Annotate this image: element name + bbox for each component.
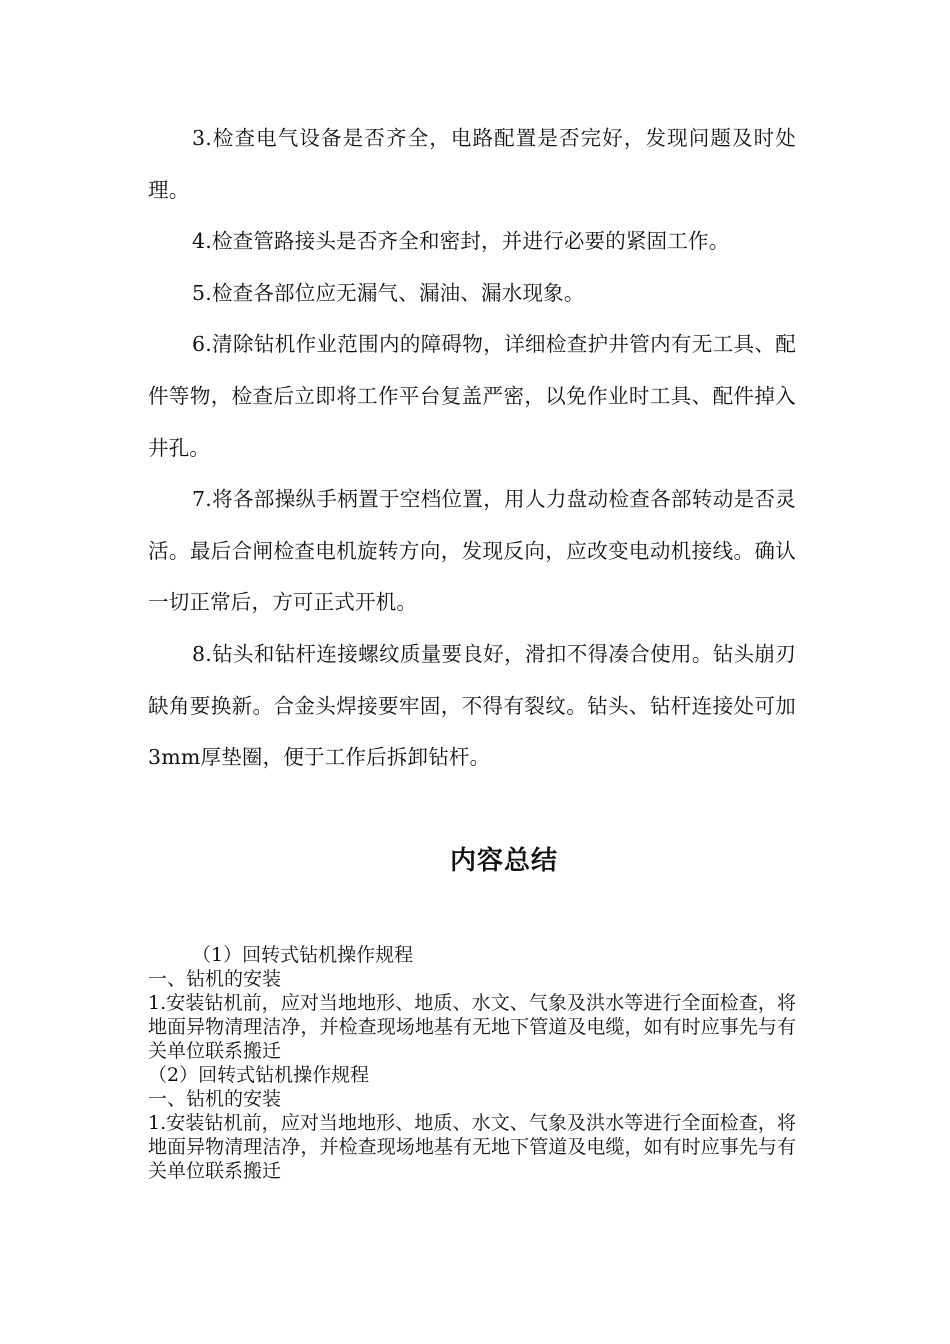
summary-text-1: 1.安装钻机前，应对当地地形、地质、水文、气象及洪水等进行全面检查，将地面异物清理洁净，并检查现场地基有无地下管道及电缆，如有时应事先与有关单位联系搬迁 [148,992,796,1062]
body-text [148,113,796,784]
summary-heading-1: （1）回转式钻机操作规程 [192,944,414,966]
paragraph-item-4: 4.检查管路接头是否齐全和密封，并进行必要的紧固工作。 [192,229,730,254]
paragraph-item-8: 8.钻头和钻杆连接螺纹质量要良好，滑扣不得凑合使用。钻头崩刃缺角要换新。合金头焊接要牢固，不得有裂纹。钻头、钻杆连接处可加3mm厚垫圈，便于工作后拆卸钻杆。 [148,641,796,770]
paragraph-item-6: 6.清除钻机作业范围内的障碍物，详细检查护井管内有无工具、配件等物，检查后立即将工作平台复盖严密，以免作业时工具、配件掉入井孔。 [148,332,796,460]
summary-section [148,943,796,1183]
paragraph-item-7: 7.将各部操纵手柄置于空档位置，用人力盘动检查各部转动是否灵活。最后合闸检查电机旋转方向，发现反向，应改变电动机接线。确认一切正常后，方可正式开机。 [148,487,796,615]
summary-subheading-2: 一、钻机的安装 [148,1088,282,1110]
paragraph-item-3: 3.检查电气设备是否齐全，电路配置是否完好，发现问题及时处理。 [148,126,796,202]
summary-heading-2: （2）回转式钻机操作规程 [148,1064,370,1086]
summary-title: 内容总结 [449,846,558,876]
paragraph-item-5: 5.检查各部位应无漏气、漏油、漏水现象。 [192,280,585,305]
summary-subheading-1: 一、钻机的安装 [148,968,282,990]
summary-text-2: 1.安装钻机前，应对当地地形、地质、水文、气象及洪水等进行全面检查，将地面异物清理洁净，并检查现场地基有无地下管道及电缆，如有时应事先与有关单位联系搬迁 [148,1112,796,1182]
